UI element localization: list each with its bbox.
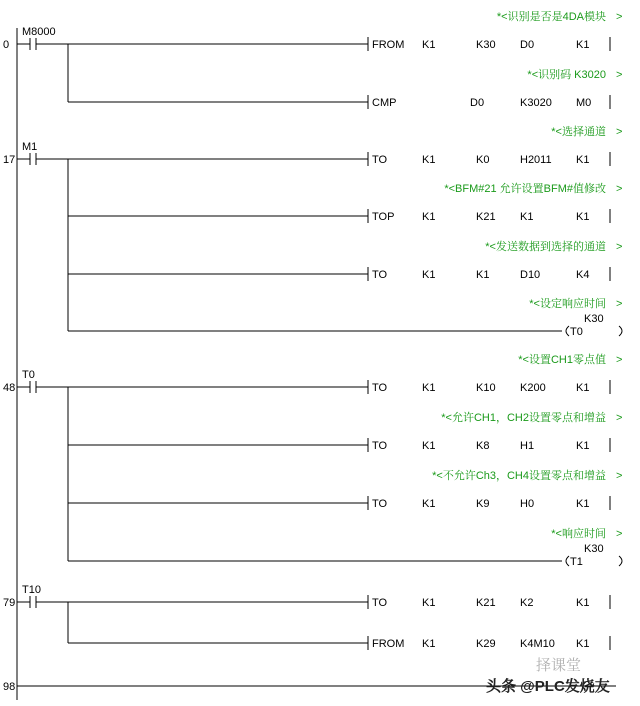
instruction-operand: K1 xyxy=(422,39,436,51)
instruction-operand: K1 xyxy=(422,382,436,394)
instruction-operand: K1 xyxy=(576,382,590,394)
instruction-operand: K1 xyxy=(422,638,436,650)
instruction-comment: *<选择通道 xyxy=(551,126,606,138)
instruction-operand: H1 xyxy=(520,440,535,452)
comment-arrow: > xyxy=(616,126,623,138)
instruction-operand: K0 xyxy=(476,154,490,166)
instruction-opcode: TO xyxy=(372,382,388,394)
instruction-operand: K30 xyxy=(476,39,496,51)
coil-name: T0 xyxy=(570,326,583,338)
instruction-operand: D0 xyxy=(520,39,535,51)
instruction-operand: K1 xyxy=(422,597,436,609)
instruction-operand: K3020 xyxy=(520,97,552,109)
comment-arrow: > xyxy=(616,528,623,540)
instruction-operand: D10 xyxy=(520,269,541,281)
instruction-operand: K1 xyxy=(422,269,436,281)
end-step-number: 98 xyxy=(3,681,16,693)
instruction-operand: K21 xyxy=(476,211,496,223)
instruction-operand: K4M10 xyxy=(520,638,555,650)
instruction-opcode: CMP xyxy=(372,97,397,109)
instruction-operand: K200 xyxy=(520,382,546,394)
instruction-comment: *<响应时间 xyxy=(551,528,606,540)
instruction-opcode: TOP xyxy=(372,211,395,223)
instruction-operand: K1 xyxy=(476,269,490,281)
instruction-operand: K1 xyxy=(576,638,590,650)
coil-right-paren xyxy=(619,556,622,566)
instruction-opcode: TO xyxy=(372,440,388,452)
instruction-opcode: TO xyxy=(372,269,388,281)
comment-arrow: > xyxy=(616,412,623,424)
coil-left-paren xyxy=(566,326,569,336)
coil-setpoint: K30 xyxy=(584,313,604,325)
instruction-operand: M0 xyxy=(576,97,592,109)
comment-arrow: > xyxy=(616,354,623,366)
comment-arrow: > xyxy=(616,69,623,81)
comment-arrow: > xyxy=(616,241,623,253)
instruction-opcode: TO xyxy=(372,498,388,510)
instruction-comment: *<设置CH1零点值 xyxy=(518,354,606,366)
instruction-opcode: FROM xyxy=(372,39,405,51)
instruction-operand: K1 xyxy=(576,440,590,452)
watermark-text: 头条 @PLC发烧友 xyxy=(486,678,610,695)
step-number: 48 xyxy=(3,382,16,394)
instruction-comment: *<识别码 K3020 xyxy=(527,69,606,81)
instruction-operand: K1 xyxy=(576,211,590,223)
coil-setpoint: K30 xyxy=(584,543,604,555)
instruction-comment: *<BFM#21 允许设置BFM#值修改 xyxy=(444,183,606,195)
coil-left-paren xyxy=(566,556,569,566)
instruction-opcode: TO xyxy=(372,597,388,609)
instruction-operand: K29 xyxy=(476,638,496,650)
step-number: 17 xyxy=(3,154,16,166)
rungs-group xyxy=(3,9,622,650)
comment-arrow: > xyxy=(616,11,623,23)
instruction-operand: K21 xyxy=(476,597,496,609)
instruction-comment: *<设定响应时间 xyxy=(529,298,606,310)
instruction-operand: K1 xyxy=(520,211,534,223)
step-number: 0 xyxy=(3,39,10,51)
instruction-comment: *<识别是否是4DA模块 xyxy=(496,11,606,23)
instruction-operand: K1 xyxy=(422,498,436,510)
contact-label: T10 xyxy=(22,584,41,596)
instruction-operand: K1 xyxy=(576,39,590,51)
contact-label: M1 xyxy=(22,141,38,153)
instruction-operand: K10 xyxy=(476,382,496,394)
instruction-operand: K4 xyxy=(576,269,590,281)
instruction-operand: K1 xyxy=(576,498,590,510)
instruction-operand: K1 xyxy=(576,597,590,609)
instruction-operand: H0 xyxy=(520,498,535,510)
contact-label: M8000 xyxy=(22,26,56,38)
comment-arrow: > xyxy=(616,298,623,310)
instruction-comment: *<允许CH1，CH2设置零点和增益 xyxy=(441,412,606,424)
coil-name: T1 xyxy=(570,556,583,568)
comment-arrow: > xyxy=(616,470,623,482)
instruction-operand: K2 xyxy=(520,597,534,609)
step-number: 79 xyxy=(3,597,16,609)
coil-right-paren xyxy=(619,326,622,336)
instruction-operand: K1 xyxy=(422,211,436,223)
instruction-opcode: TO xyxy=(372,154,388,166)
instruction-operand: H2011 xyxy=(520,154,552,166)
instruction-comment: *<发送数据到选择的通道 xyxy=(485,241,606,253)
comment-arrow: > xyxy=(616,183,623,195)
instruction-opcode: FROM xyxy=(372,638,405,650)
instruction-operand: D0 xyxy=(470,97,485,109)
instruction-operand: K1 xyxy=(576,154,590,166)
instruction-comment: *<不允许Ch3，CH4设置零点和增益 xyxy=(432,470,606,482)
instruction-operand: K1 xyxy=(422,440,436,452)
instruction-operand: K1 xyxy=(422,154,436,166)
contact-label: T0 xyxy=(22,369,35,381)
watermark-faint-text: 择课堂 xyxy=(536,657,582,674)
instruction-operand: K9 xyxy=(476,498,490,510)
instruction-operand: K8 xyxy=(476,440,490,452)
